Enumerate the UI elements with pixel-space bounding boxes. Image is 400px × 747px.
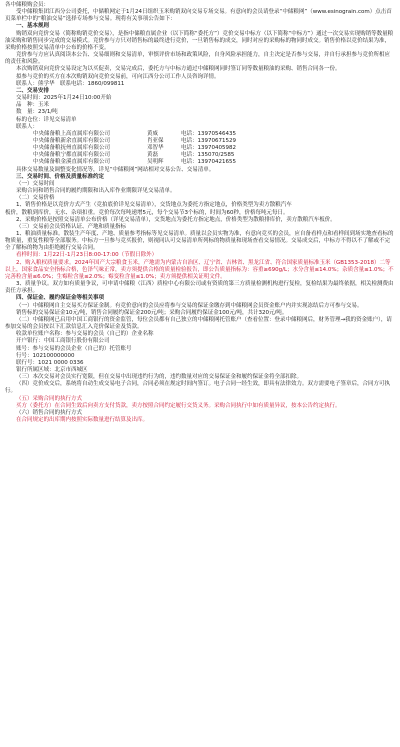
purchase-quality-requirement: 2、购入粮权质量要求。2024年国产大宗粮食玉米，产地需为内蒙古自治区、辽宁省、吉林省、黑龙江省、符合国家质量标准玉米（GB1353-2018）二等以上，国家食品安全指标合格，色泽气味正常，卖方须提供合格的质量检验报告，即公告质量指标为：容重≥690g/L；水分含量≤14.0%；杂质含量≤1.0%；不完善粒含量≤6.0%；生霉粒含量≤2.0%；霉变粒含量≤1.0%；卖方须提供相关证明文件。 bbox=[5, 259, 394, 280]
list-note: 具体交易数量及调整变化情况等，详见“中储粮网”网站相对交易公告、交易清单。 bbox=[16, 166, 215, 173]
depot-person: 黄磊 bbox=[147, 152, 159, 159]
section-1-title: 一、基本规则 bbox=[16, 23, 50, 30]
price-rule-1b: 板价，散粮到库价，无水、杂项扣重。竞价每次每吨递增5元，每个交易节3个标的，时间为60秒，价格每吨元每日。 bbox=[5, 209, 289, 216]
trade-variety: 品 种：玉米 bbox=[16, 102, 50, 109]
section-4-subtitle-1: （一）中储粮网自主交易买方保证金制。有竞价意向的会员应将参与交易的保证金缴存到中储粮网会员资金账户内并实现冻结后方可参与交易。 bbox=[16, 302, 363, 309]
section-3-subtitle-3: （三）交易前会员资格认证、产地和质量指标 bbox=[16, 223, 127, 230]
depot-phone: 电话：13970405982 bbox=[181, 145, 236, 152]
section-3-paragraph-1: 采购合同和销售合同的履约期限和出入库作业期限详见交易清单。 bbox=[16, 188, 176, 195]
depot-person: 吴明辉 bbox=[147, 159, 164, 166]
section-3-subtitle-1: （一）交易时间 bbox=[16, 180, 55, 187]
bank-name: 开户银行：中国工商银行股份有限公司 bbox=[16, 338, 110, 345]
depot-company: 中央储备粮抚州直属库有限公司 bbox=[33, 145, 111, 152]
depot-phone: 电话：135070/2585 bbox=[181, 152, 235, 159]
quality-dispute: 3、质量争议。双方如有质量争议，可申请中储粮（江西）质检中心有限公司或有资质的第三方质量检测机构进行复检，复检结果为最终依据，相关检测费由责任方承担。 bbox=[5, 281, 394, 295]
trade-subject: 标的仓位：详见交易清单 bbox=[16, 116, 77, 123]
depot-phone: 电话：13970421655 bbox=[181, 159, 236, 166]
greeting: 各中储粮购会员： bbox=[5, 2, 50, 8]
section-2-title: 二、交易安排 bbox=[16, 87, 50, 94]
depot-company: 中央储备粮金溪直属库有限公司 bbox=[33, 159, 111, 166]
section-1-paragraph-3: 本次购销双向竞价交易设定为以买促卖，交易完成后，委托方与中标方通过中储粮网同时签订同等数量粮油的采购、销售合同各一份。 bbox=[16, 66, 341, 73]
section-4-subtitle-3: （三）本次交易对会员实行宽限，但在交易中出现违约行为的，违约数量对应的交易保证金和履约保证金将全部扣除。 bbox=[16, 374, 303, 381]
purchase-contract-execution: 买方（委托方）在合同生效后向卖方支付货款，卖方按照合同约定履行交货义务。采购合同执行中如有质量异议，按本公告约定执行。 bbox=[16, 402, 341, 409]
intro-paragraph: 受中储粮集团江西分公司委托，中储粮网定于1月24日组织玉米购销双向交易专场交易。有意向的会员请登录“中储粮网”（www.esinograin.com）点击首页菜单栏中的“粮油交易”选择专场参与交易。现将有关事项公告如下： bbox=[5, 9, 392, 23]
section-4-title: 四、保证金、履约保证金等相关事项 bbox=[16, 295, 105, 302]
depot-company: 中央储备粮新余直属库有限公司 bbox=[33, 137, 111, 144]
section-6-title: （六）销售合同的执行方式 bbox=[16, 409, 83, 416]
depot-person: 邓智华 bbox=[147, 145, 164, 152]
contact-label: 联系人： bbox=[16, 123, 39, 130]
section-5-title: （五）采购合同的执行方式 bbox=[16, 395, 83, 402]
price-rule-2: 2、采购价格是按照交易清单公布价格（详见交易清单），交货地点为委托方指定地点，价格类型为散粮排库价，卖方散粮汽车板价。 bbox=[16, 216, 336, 223]
bank-region: 银行所属区域：北京市西城区 bbox=[16, 366, 88, 373]
trade-quantity: 数 量：23/1/吨 bbox=[16, 109, 58, 116]
bank-clearing-number: 联行号：1021 0000 0336 bbox=[16, 359, 84, 366]
depot-row bbox=[5, 131, 394, 138]
depot-list bbox=[5, 131, 394, 167]
contact-line: 联系人：熊学华 联系电话：1860/099811 bbox=[16, 80, 125, 87]
section-4-subtitle-2: （二）中储粮网已启用中国工商银行的资金监管，每位会员都有自己独立的中储粮网托管账户（查看位置：登录中储粮网后，财务管理→我的资金账户），请参加交易的会员按以下汇款信息汇入竞价保证金及货款。 bbox=[5, 316, 392, 331]
depot-company: 中央储备粮宁都直属库有限公司 bbox=[33, 152, 111, 159]
depot-phone: 电话：13970546435 bbox=[181, 130, 236, 137]
deposit-amounts: 销售标的交易保证金10元/吨，销售合同履约保证金200元/吨；采购合同履约保证金100元/吨，共计320元/吨。 bbox=[16, 309, 288, 316]
sales-contract-execution: 在合同规定的出库期内按照实际数量进行结算及出库。 bbox=[16, 417, 149, 424]
bank-account-number: 账号：参与交易的会员企业（自己的）托管账号 bbox=[16, 345, 132, 352]
section-4-subtitle-4: （四）竞价成交后，系统将自动生成交易电子合同，合同必须在规定时间内签订。电子合同一经生效，即具有法律效力。双方需要电子签章后，合同方可执行。 bbox=[5, 381, 391, 395]
depot-person: 肖亚保 bbox=[147, 137, 164, 144]
quality-standard: 1、粮油质量标准。散装生产年度、产地、质量参考指标等见交易清单。质量以会员实物为准，有意向竞买的会员，应自备看样点和看样间到场实地查看标的物质量，重复性粮等全部服务。中标方一旦参与竞买报价，则视同认可交易清单所列标的物质量和现场查看交易情况。交易成交后，中标方不得以不了解或不完全了解标的物为由拒绝履行交易合同。 bbox=[5, 231, 394, 252]
depot-phone: 电话：13970671529 bbox=[181, 137, 236, 144]
section-1-paragraph-1: 购销双向竞价交易（简称购销竞价交易），是指中储粮直属企业（以下简称“委托方”）竞价交易中标方（以下简称“中标方”）通过一次交易实现购销等数量粮油采购和销售同步完成的交易模式。竞价参与方只对销售标的最终进行竞价，一旦销售标的成交，同时对应的采购标的物同时成交。销售价格以竞价结果为准，采购价格按照交易清单中公布的价格不变。 bbox=[5, 30, 394, 51]
section-3-title: 三、交易时间、价格及质量标准约定 bbox=[16, 173, 105, 180]
bank-code: 行号：102100000000 bbox=[16, 352, 75, 359]
section-1-paragraph-4: 拟参与竞价的买方在本次购销双向竞价交易前，可向江西分公司工作人员咨询详情。 bbox=[16, 73, 220, 80]
depot-row bbox=[5, 159, 394, 166]
price-rule-1a: 1、销售价格是以竞价方式产生（竞拍底价详见交易清单），交货地点为委托方指定地点，价格类型为卖方散粮汽车 bbox=[16, 202, 292, 209]
depot-company: 中央储备粮上高直属库有限公司 bbox=[33, 130, 111, 137]
section-3-subtitle-2: （二）交易价格 bbox=[16, 195, 55, 202]
depot-person: 黄威 bbox=[147, 130, 159, 137]
section-1-paragraph-2: 竞价参与方应认真阅读本公告、交易细则和交易清单，审慎评价市场和政策风险，自身风险承担能力，自主决定是否参与交易，并自行承担参与竞价所相应的责任和风险。 bbox=[5, 52, 391, 66]
trade-time: 交易时间：2025年1月24日10:00开始 bbox=[16, 95, 112, 102]
bank-account-name: 收款单位账户名称：参与交易的会员（自己的）企业名称 bbox=[16, 331, 154, 338]
viewing-time: 看样时间：1月22日-1月23日8:00-17:00（节假日除外） bbox=[16, 252, 158, 259]
